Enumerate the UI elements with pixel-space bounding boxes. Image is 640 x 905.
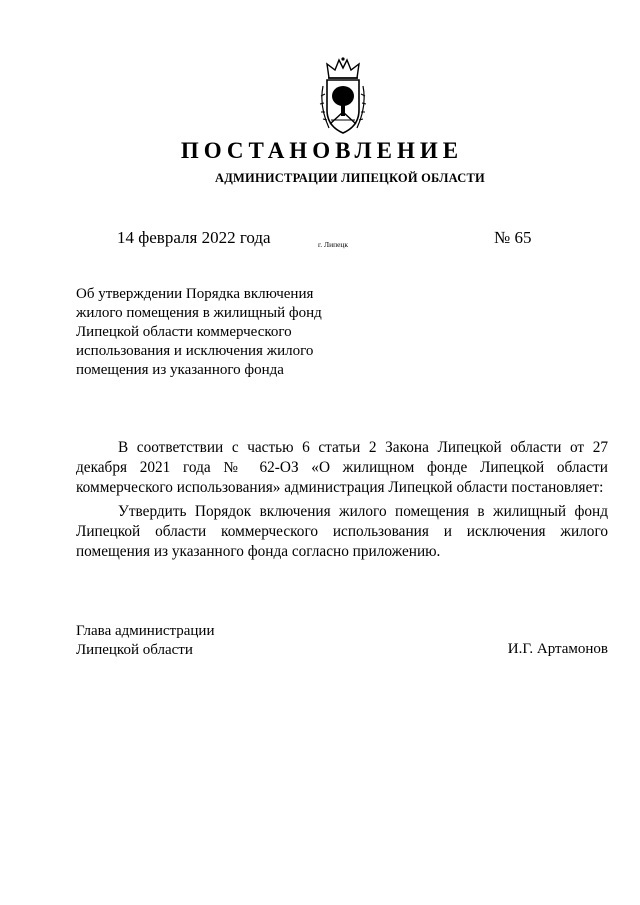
signatory-name: И.Г. Артамонов bbox=[507, 641, 608, 657]
subject-line: Липецкой области коммерческого bbox=[76, 324, 292, 340]
document-title: ПОСТАНОВЛЕНИЕ bbox=[180, 138, 464, 163]
document-city: г. Липецк bbox=[318, 240, 349, 249]
subject-line: использования и исключения жилого bbox=[76, 343, 314, 359]
document-number: № 65 bbox=[494, 228, 532, 247]
subject-line: помещения из указанного фонда bbox=[76, 362, 284, 378]
signatory-position-line1: Глава администрации bbox=[76, 623, 215, 639]
document-date: 14 февраля 2022 года bbox=[117, 228, 271, 247]
signatory-position bbox=[76, 622, 214, 660]
coat-of-arms-icon bbox=[313, 56, 373, 136]
document-subject bbox=[76, 285, 336, 380]
body-paragraph-2: Утвердить Порядок включения жилого помещения в жилищный фонд Липецкой области коммерческого использования и исключения жилого помещения из указанного фонда согласно приложению. bbox=[76, 503, 608, 560]
signatory-position-line2: Липецкой области bbox=[76, 642, 193, 658]
document-subtitle: АДМИНИСТРАЦИИ ЛИПЕЦКОЙ ОБЛАСТИ bbox=[215, 171, 485, 185]
subject-line: жилого помещения в жилищный фонд bbox=[76, 305, 322, 321]
subject-line: Об утверждении Порядка включения bbox=[76, 286, 314, 302]
body-paragraph-1: В соответствии с частью 6 статьи 2 Закона Липецкой области от 27 декабря 2021 года № 62-ОЗ «О жилищном фонде Липецкой области коммерческого использования» администрация Липецкой области постановляет: bbox=[76, 439, 608, 496]
